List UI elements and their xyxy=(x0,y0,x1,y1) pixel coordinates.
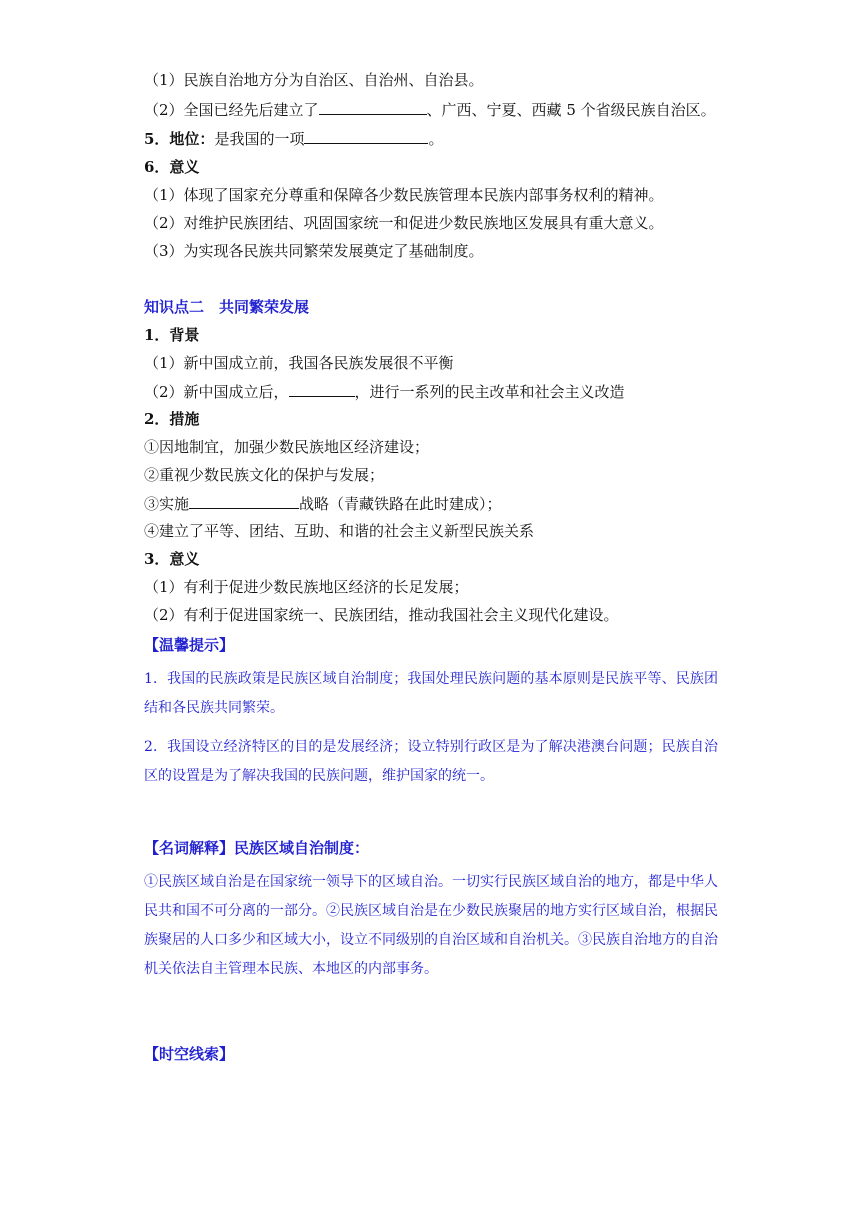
status-heading: 5．地位： xyxy=(144,130,215,148)
provincial-regions-suffix: 、广西、宁夏、西藏 5 个省级民族自治区。 xyxy=(426,101,716,119)
provincial-regions-line xyxy=(144,99,716,120)
meaning-item-2: （2）有利于促进国家统一、民族团结，推动我国社会主义现代化建设。 xyxy=(144,606,619,624)
measure-item-3-suffix: 战略（青藏铁路在此时建成）； xyxy=(299,495,502,513)
timeline-title: 【时空线索】 xyxy=(144,1045,235,1063)
status-text-prefix: 是我国的一项 xyxy=(214,130,305,148)
tips-title: 【温馨提示】 xyxy=(144,636,235,654)
glossary-title: 【名词解释】民族区域自治制度： xyxy=(144,839,370,857)
autonomy-types-line: （1）民族自治地方分为自治区、自治州、自治县。 xyxy=(144,71,484,89)
measure-item-3 xyxy=(144,493,502,514)
tips-paragraph-1: 1．我国的民族政策是民族区域自治制度；我国处理民族问题的基本原则是民族平等、民族团结和各民族共同繁荣。 xyxy=(144,671,718,716)
background-heading: 1．背景 xyxy=(144,326,200,344)
fill-blank-region[interactable] xyxy=(319,99,427,115)
status-text-suffix: 。 xyxy=(428,130,444,148)
significance-heading: 6．意义 xyxy=(144,158,200,176)
measure-item-3-prefix: ③实施 xyxy=(144,495,190,513)
measures-heading: 2．措施 xyxy=(144,410,200,428)
background-item-1: （1）新中国成立前，我国各民族发展很不平衡 xyxy=(144,354,454,372)
background-item-2 xyxy=(144,381,625,402)
provincial-regions-prefix: （2）全国已经先后建立了 xyxy=(144,101,319,119)
fill-blank-strategy[interactable] xyxy=(189,493,299,509)
meaning-item-1: （1）有利于促进少数民族地区经济的长足发展； xyxy=(144,578,469,596)
significance-item-2: （2）对维护民族团结、巩固国家统一和促进少数民族地区发展具有重大意义。 xyxy=(144,214,664,232)
background-item-2-prefix: （2）新中国成立后， xyxy=(144,383,289,401)
section-title-common-prosperity: 知识点二 共同繁荣发展 xyxy=(144,298,310,316)
measure-item-1: ①因地制宜，加强少数民族地区经济建设； xyxy=(144,438,430,456)
status-line xyxy=(144,128,443,149)
glossary-body: ①民族区域自治是在国家统一领导下的区域自治。一切实行民族区域自治的地方，都是中华人民共和国不可分离的一部分。②民族区域自治是在少数民族聚居的地方实行区域自治，根据民族聚居的人口多少和区域大小，设立不同级别的自治区域和自治机关。③民族自治地方的自治机关依法自主管理本民族、本地区的内部事务。 xyxy=(144,874,718,977)
measure-item-2: ②重视少数民族文化的保护与发展； xyxy=(144,466,385,484)
significance-item-3: （3）为实现各民族共同繁荣发展奠定了基础制度。 xyxy=(144,242,484,260)
fill-blank-background[interactable] xyxy=(289,381,355,397)
tips-paragraph-2: 2．我国设立经济特区的目的是发展经济；设立特别行政区是为了解决港澳台问题；民族自治区的设置是为了解决我国的民族问题，维护国家的统一。 xyxy=(144,739,718,784)
meaning-heading: 3．意义 xyxy=(144,550,200,568)
background-item-2-suffix: ，进行一系列的民主改革和社会主义改造 xyxy=(354,383,625,401)
fill-blank-status[interactable] xyxy=(304,128,428,144)
significance-item-1: （1）体现了国家充分尊重和保障各少数民族管理本民族内部事务权利的精神。 xyxy=(144,186,664,204)
measure-item-4: ④建立了平等、团结、互助、和谐的社会主义新型民族关系 xyxy=(144,522,535,540)
